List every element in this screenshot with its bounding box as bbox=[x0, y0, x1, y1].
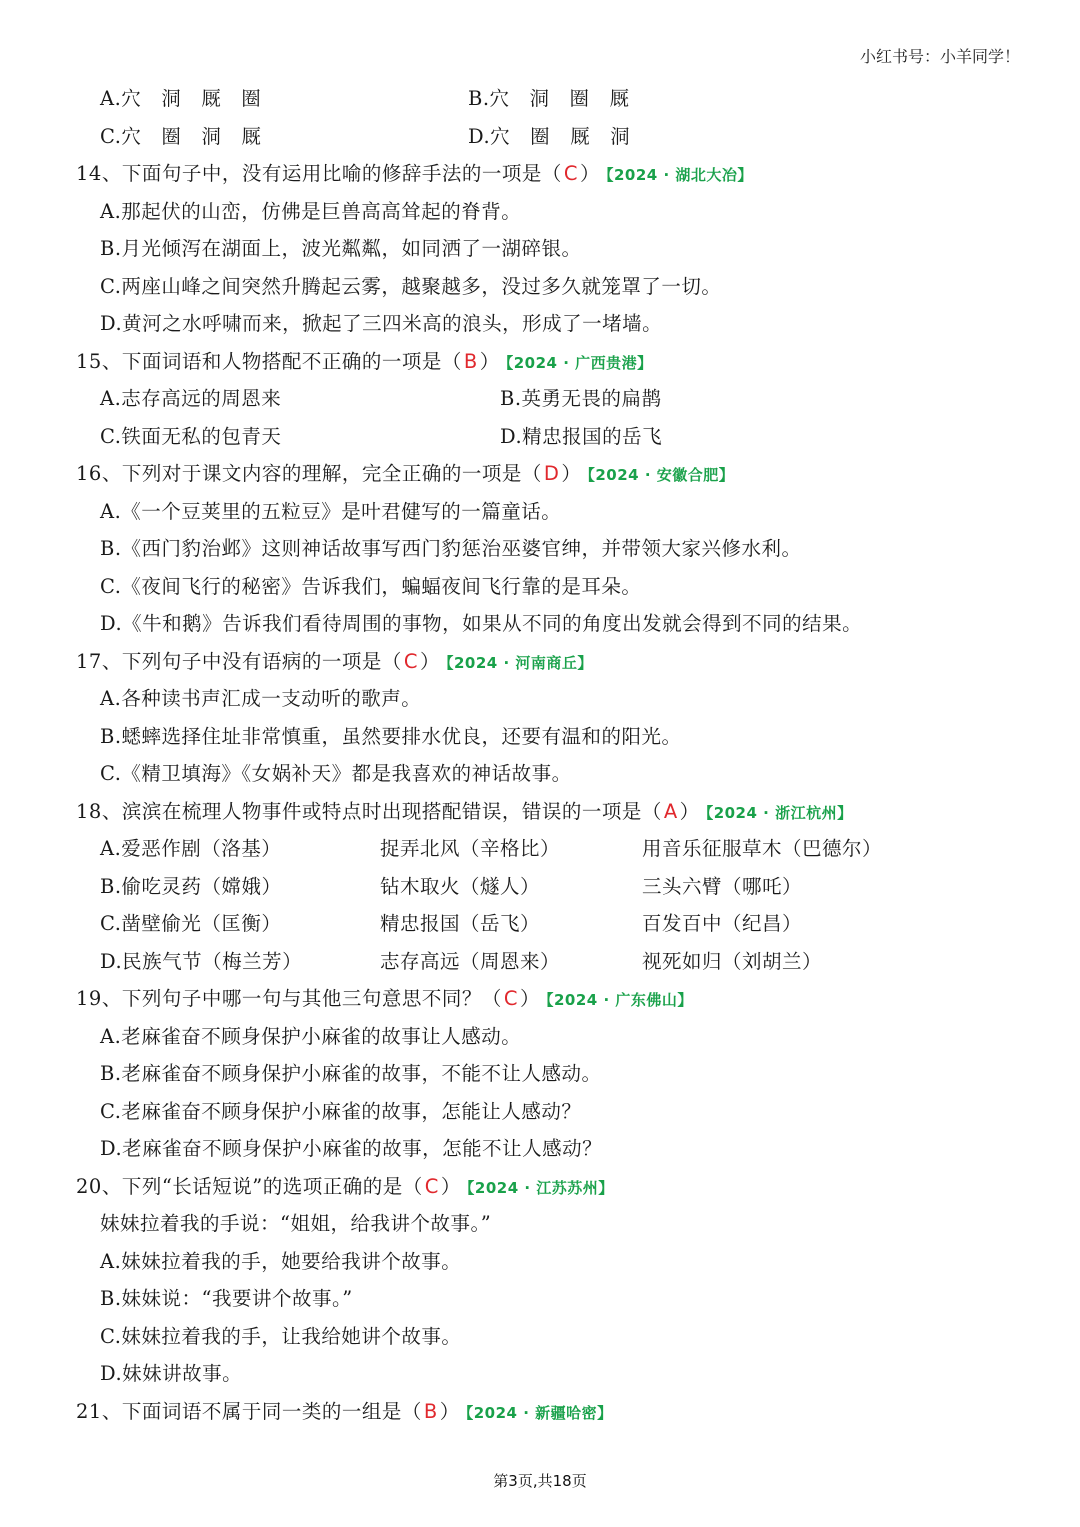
question-14-option-c: C.两座山峰之间突然升腾起云雾，越聚越多，没过多久就笼罩了一切。 bbox=[100, 274, 722, 298]
pair-cell: 捉弄北风（辛格比） bbox=[380, 837, 561, 860]
question-15-options-row-1 bbox=[76, 380, 1036, 418]
option-c: C.穴 圈 洞 厩 bbox=[100, 124, 262, 148]
question-18-row-a bbox=[76, 830, 1036, 868]
answer-mark: C bbox=[563, 162, 578, 185]
source-tag: 【2024 · 广西贵港】 bbox=[505, 353, 653, 372]
option-b: B.穴 洞 圈 厩 bbox=[468, 87, 630, 110]
pair-cell: A.爱恶作剧（洛基） bbox=[100, 837, 282, 860]
top-options-row-2 bbox=[76, 118, 1036, 156]
question-20-stem: 20、下列“长话短说”的选项正确的是（ C ） 【2024 · 江苏苏州】 bbox=[76, 1174, 614, 1198]
question-15-options-row-2 bbox=[76, 418, 1036, 456]
pair-cell: D.民族气节（梅兰芳） bbox=[100, 949, 303, 973]
top-options-row-1 bbox=[76, 80, 1036, 118]
question-17-option-c: C.《精卫填海》《女娲补天》都是我喜欢的神话故事。 bbox=[100, 762, 572, 785]
page-number: 第3页,共18页 bbox=[493, 1472, 587, 1490]
question-20-passage: 妹妹拉着我的手说：“姐姐，给我讲个故事。” bbox=[100, 1212, 492, 1235]
source-tag: 【2024 · 江苏苏州】 bbox=[466, 1178, 614, 1197]
source-tag: 【2024 · 河南商丘】 bbox=[445, 653, 593, 672]
question-20-option-b: B.妹妹说：“我要讲个故事。” bbox=[100, 1287, 353, 1310]
pair-cell: 百发百中（纪昌） bbox=[642, 912, 803, 935]
question-16-option-c: C.《夜间飞行的秘密》告诉我们，蝙蝠夜间飞行靠的是耳朵。 bbox=[100, 574, 642, 598]
pair-cell: 用音乐征服草木（巴德尔） bbox=[642, 837, 883, 860]
source-tag: 【2024 · 广东佛山】 bbox=[545, 991, 693, 1009]
pair-cell: C.凿壁偷光（匡衡） bbox=[100, 912, 282, 935]
question-19-option-a: A.老麻雀奋不顾身保护小麻雀的故事让人感动。 bbox=[100, 1024, 522, 1048]
option-d: D.精忠报国的岳飞 bbox=[500, 424, 663, 448]
question-20-option-c: C.妹妹拉着我的手，让我给她讲个故事。 bbox=[100, 1324, 462, 1348]
question-16-option-d: D.《牛和鹅》告诉我们看待周围的事物，如果从不同的角度出发就会得到不同的结果。 bbox=[100, 612, 863, 635]
source-tag: 【2024 · 湖北大冶】 bbox=[605, 166, 753, 184]
answer-mark: B bbox=[423, 1399, 438, 1423]
question-14-option-b: B.月光倾泻在湖面上，波光粼粼，如同洒了一湖碎银。 bbox=[100, 237, 582, 260]
question-17-stem: 17、下列句子中没有语病的一项是（ C ） 【2024 · 河南商丘】 bbox=[76, 649, 593, 673]
question-14-option-a: A.那起伏的山峦，仿佛是巨兽高高耸起的脊背。 bbox=[100, 199, 522, 223]
question-19-option-c: C.老麻雀奋不顾身保护小麻雀的故事，怎能让人感动？ bbox=[100, 1099, 582, 1123]
answer-mark: C bbox=[424, 1174, 439, 1198]
option-a: A.志存高远的周恩来 bbox=[100, 387, 282, 410]
question-16-stem: 16、下列对于课文内容的理解，完全正确的一项是（ D ） 【2024 · 安徽合肥】 bbox=[76, 462, 735, 485]
source-tag: 【2024 · 浙江杭州】 bbox=[705, 803, 853, 822]
question-17-option-b: B.蟋蟀选择住址非常慎重，虽然要排水优良，还要有温和的阳光。 bbox=[100, 724, 682, 748]
question-14-stem: 14、下面句子中，没有运用比喻的修辞手法的一项是（ C ） 【2024 · 湖北大冶】 bbox=[76, 162, 753, 185]
pair-cell: 三头六臂（哪吒） bbox=[642, 874, 803, 898]
option-d: D.穴 圈 厩 洞 bbox=[468, 124, 631, 148]
pair-cell: 视死如归（刘胡兰） bbox=[642, 949, 823, 973]
pair-cell: B.偷吃灵药（嫦娥） bbox=[100, 874, 282, 898]
option-a: A.穴 洞 厩 圈 bbox=[100, 87, 262, 110]
option-b: B.英勇无畏的扁鹊 bbox=[500, 387, 662, 410]
question-14-option-d: D.黄河之水呼啸而来，掀起了三四米高的浪头，形成了一堵墙。 bbox=[100, 312, 663, 335]
question-18-row-d bbox=[76, 943, 1036, 981]
question-18-row-c bbox=[76, 905, 1036, 943]
answer-mark: C bbox=[403, 649, 418, 673]
pair-cell: 钻木取火（燧人） bbox=[380, 874, 541, 898]
pair-cell: 志存高远（周恩来） bbox=[380, 949, 561, 973]
question-20-option-a: A.妹妹拉着我的手，她要给我讲个故事。 bbox=[100, 1249, 462, 1273]
answer-mark: C bbox=[503, 987, 518, 1010]
question-20-option-d: D.妹妹讲故事。 bbox=[100, 1362, 243, 1385]
question-15-stem: 15、下面词语和人物搭配不正确的一项是（ B ） 【2024 · 广西贵港】 bbox=[76, 349, 653, 373]
answer-mark: D bbox=[543, 462, 560, 485]
question-19-option-b: B.老麻雀奋不顾身保护小麻雀的故事，不能不让人感动。 bbox=[100, 1062, 602, 1085]
question-21-stem: 21、下面词语不属于同一类的一组是（ B ） 【2024 · 新疆哈密】 bbox=[76, 1399, 613, 1423]
pair-cell: 精忠报国（岳飞） bbox=[380, 912, 541, 935]
question-18-row-b bbox=[76, 868, 1036, 906]
question-16-option-a: A.《一个豆荚里的五粒豆》是叶君健写的一篇童话。 bbox=[100, 499, 562, 523]
question-list bbox=[76, 80, 1036, 1430]
answer-mark: B bbox=[463, 349, 478, 373]
question-16-option-b: B.《西门豹治邺》这则神话故事写西门豹惩治巫婆官绅，并带领大家兴修水利。 bbox=[100, 537, 802, 560]
source-tag: 【2024 · 新疆哈密】 bbox=[465, 1403, 613, 1422]
question-19-stem: 19、下列句子中哪一句与其他三句意思不同？（ C ） 【2024 · 广东佛山】 bbox=[76, 987, 693, 1010]
question-19-option-d: D.老麻雀奋不顾身保护小麻雀的故事，怎能不让人感动？ bbox=[100, 1137, 603, 1160]
question-17-option-a: A.各种读书声汇成一支动听的歌声。 bbox=[100, 687, 422, 710]
source-tag: 【2024 · 安徽合肥】 bbox=[587, 466, 735, 484]
question-18-stem: 18、滨滨在梳理人物事件或特点时出现搭配错误，错误的一项是（ A ） 【2024 · 浙江杭州】 bbox=[76, 799, 853, 823]
option-c: C.铁面无私的包青天 bbox=[100, 424, 282, 448]
watermark: 小红书号：小羊同学！ bbox=[859, 47, 1020, 66]
answer-mark: A bbox=[663, 799, 678, 823]
